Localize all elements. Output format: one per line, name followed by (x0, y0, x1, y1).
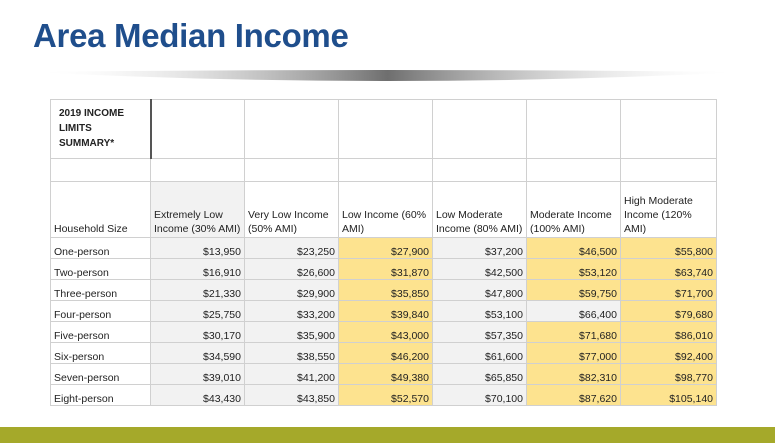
income-value-cell: $39,840 (339, 301, 433, 322)
empty-cell (527, 159, 621, 182)
household-size-cell: Five-person (51, 322, 151, 343)
income-value-cell: $59,750 (527, 280, 621, 301)
income-value-cell: $43,430 (151, 385, 245, 406)
empty-cell (339, 159, 433, 182)
column-header-high-moderate: High Moderate Income (120% AMI) (621, 182, 717, 238)
income-value-cell: $105,140 (621, 385, 717, 406)
income-value-cell: $37,200 (433, 238, 527, 259)
table-row (51, 301, 717, 322)
income-value-cell: $71,680 (527, 322, 621, 343)
title-divider-swoosh (30, 68, 745, 90)
income-value-cell: $35,900 (245, 322, 339, 343)
income-value-cell: $39,010 (151, 364, 245, 385)
income-value-cell: $43,850 (245, 385, 339, 406)
income-value-cell: $66,400 (527, 301, 621, 322)
income-value-cell: $53,100 (433, 301, 527, 322)
household-size-cell: Four-person (51, 301, 151, 322)
income-value-cell: $13,950 (151, 238, 245, 259)
income-value-cell: $35,850 (339, 280, 433, 301)
income-limits-table (50, 99, 717, 406)
empty-cell (433, 159, 527, 182)
income-value-cell: $42,500 (433, 259, 527, 280)
income-value-cell: $65,850 (433, 364, 527, 385)
income-value-cell: $30,170 (151, 322, 245, 343)
empty-cell (245, 159, 339, 182)
household-size-cell: Three-person (51, 280, 151, 301)
empty-cell (51, 159, 151, 182)
income-value-cell: $21,330 (151, 280, 245, 301)
header-row (51, 182, 717, 238)
income-value-cell: $53,120 (527, 259, 621, 280)
income-value-cell: $70,100 (433, 385, 527, 406)
income-value-cell: $82,310 (527, 364, 621, 385)
empty-cell (621, 100, 717, 159)
empty-cell (621, 159, 717, 182)
income-value-cell: $57,350 (433, 322, 527, 343)
income-value-cell: $49,380 (339, 364, 433, 385)
empty-cell (339, 100, 433, 159)
income-value-cell: $79,680 (621, 301, 717, 322)
income-value-cell: $29,900 (245, 280, 339, 301)
income-value-cell: $86,010 (621, 322, 717, 343)
income-value-cell: $47,800 (433, 280, 527, 301)
income-value-cell: $25,750 (151, 301, 245, 322)
table-row (51, 364, 717, 385)
income-value-cell: $46,200 (339, 343, 433, 364)
column-header-low: Low Income (60% AMI) (339, 182, 433, 238)
column-header-very-low: Very Low Income (50% AMI) (245, 182, 339, 238)
income-value-cell: $52,570 (339, 385, 433, 406)
income-value-cell: $27,900 (339, 238, 433, 259)
income-value-cell: $34,590 (151, 343, 245, 364)
column-header-low-moderate: Low Moderate Income (80% AMI) (433, 182, 527, 238)
household-size-cell: Six-person (51, 343, 151, 364)
income-value-cell: $31,870 (339, 259, 433, 280)
income-value-cell: $71,700 (621, 280, 717, 301)
empty-cell (527, 100, 621, 159)
income-value-cell: $38,550 (245, 343, 339, 364)
spacer-row (51, 159, 717, 182)
household-size-cell: Eight-person (51, 385, 151, 406)
table-row (51, 322, 717, 343)
empty-cell (245, 100, 339, 159)
income-value-cell: $92,400 (621, 343, 717, 364)
page-title: Area Median Income (33, 17, 349, 54)
table-row (51, 385, 717, 406)
column-header-moderate: Moderate Income (100% AMI) (527, 182, 621, 238)
table-row (51, 343, 717, 364)
footer-accent-bar (0, 427, 775, 443)
income-value-cell: $55,800 (621, 238, 717, 259)
household-size-cell: Seven-person (51, 364, 151, 385)
income-value-cell: $87,620 (527, 385, 621, 406)
empty-cell (433, 100, 527, 159)
income-value-cell: $63,740 (621, 259, 717, 280)
column-header-household-size: Household Size (51, 182, 151, 238)
income-value-cell: $33,200 (245, 301, 339, 322)
table-row (51, 238, 717, 259)
household-size-cell: One-person (51, 238, 151, 259)
income-value-cell: $43,000 (339, 322, 433, 343)
income-value-cell: $77,000 (527, 343, 621, 364)
income-value-cell: $41,200 (245, 364, 339, 385)
income-value-cell: $26,600 (245, 259, 339, 280)
column-header-extremely-low: Extremely Low Income (30% AMI) (151, 182, 245, 238)
empty-cell (151, 100, 245, 159)
table-row (51, 280, 717, 301)
income-value-cell: $16,910 (151, 259, 245, 280)
summary-row (51, 100, 717, 159)
income-value-cell: $61,600 (433, 343, 527, 364)
income-value-cell: $23,250 (245, 238, 339, 259)
household-size-cell: Two-person (51, 259, 151, 280)
summary-label: 2019 INCOME LIMITS SUMMARY* (51, 100, 151, 159)
income-value-cell: $98,770 (621, 364, 717, 385)
table-row (51, 259, 717, 280)
income-value-cell: $46,500 (527, 238, 621, 259)
empty-cell (151, 159, 245, 182)
